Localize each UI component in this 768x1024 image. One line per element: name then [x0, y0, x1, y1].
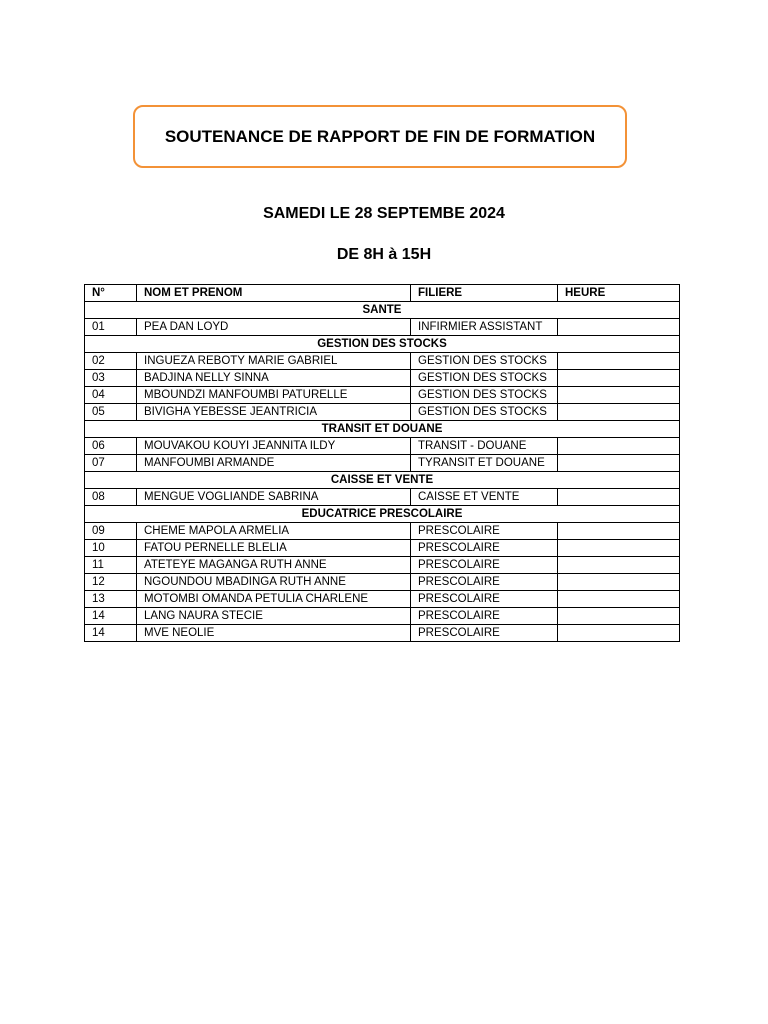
cell-heure [558, 438, 680, 455]
cell-filiere: GESTION DES STOCKS [411, 353, 558, 370]
table-row [85, 404, 680, 421]
cell-heure [558, 319, 680, 336]
cell-heure [558, 574, 680, 591]
cell-heure [558, 455, 680, 472]
cell-num: 13 [85, 591, 137, 608]
document-title: SOUTENANCE DE RAPPORT DE FIN DE FORMATION [164, 126, 596, 146]
table-row [85, 523, 680, 540]
section-row [85, 421, 680, 438]
cell-num: 08 [85, 489, 137, 506]
section-row [85, 472, 680, 489]
table-header-row [85, 285, 680, 302]
cell-heure [558, 591, 680, 608]
cell-heure [558, 608, 680, 625]
section-row [85, 302, 680, 319]
section-title: SANTE [85, 302, 680, 319]
table-row [85, 540, 680, 557]
cell-filiere: PRESCOLAIRE [411, 540, 558, 557]
cell-name: MENGUE VOGLIANDE SABRINA [137, 489, 411, 506]
cell-num: 05 [85, 404, 137, 421]
cell-name: CHEME MAPOLA ARMELIA [137, 523, 411, 540]
table-row [85, 319, 680, 336]
table-row [85, 353, 680, 370]
cell-filiere: PRESCOLAIRE [411, 625, 558, 642]
table-row [85, 370, 680, 387]
cell-name: ATETEYE MAGANGA RUTH ANNE [137, 557, 411, 574]
cell-filiere: TYRANSIT ET DOUANE [411, 455, 558, 472]
title-box [133, 105, 627, 168]
cell-heure [558, 557, 680, 574]
cell-name: PEA DAN LOYD [137, 319, 411, 336]
cell-filiere: PRESCOLAIRE [411, 591, 558, 608]
table-row [85, 489, 680, 506]
cell-filiere: TRANSIT - DOUANE [411, 438, 558, 455]
section-title: CAISSE ET VENTE [85, 472, 680, 489]
cell-heure [558, 404, 680, 421]
cell-filiere: INFIRMIER ASSISTANT [411, 319, 558, 336]
session-hours: DE 8H à 15H [336, 246, 432, 263]
table-row [85, 387, 680, 404]
section-title: GESTION DES STOCKS [85, 336, 680, 353]
cell-heure [558, 370, 680, 387]
section-row [85, 336, 680, 353]
header-heure: HEURE [558, 285, 680, 302]
cell-filiere: PRESCOLAIRE [411, 574, 558, 591]
cell-num: 14 [85, 608, 137, 625]
cell-heure [558, 523, 680, 540]
table-row [85, 438, 680, 455]
cell-filiere: PRESCOLAIRE [411, 523, 558, 540]
roster-body [85, 302, 680, 642]
section-title: EDUCATRICE PRESCOLAIRE [85, 506, 680, 523]
cell-filiere: GESTION DES STOCKS [411, 404, 558, 421]
table-row [85, 608, 680, 625]
table-row [85, 455, 680, 472]
cell-name: BIVIGHA YEBESSE JEANTRICIA [137, 404, 411, 421]
session-date: SAMEDI LE 28 SEPTEMBE 2024 [263, 205, 505, 222]
cell-num: 09 [85, 523, 137, 540]
cell-heure [558, 540, 680, 557]
cell-name: MANFOUMBI ARMANDE [137, 455, 411, 472]
cell-num: 12 [85, 574, 137, 591]
cell-heure [558, 489, 680, 506]
cell-num: 04 [85, 387, 137, 404]
cell-filiere: PRESCOLAIRE [411, 557, 558, 574]
cell-heure [558, 353, 680, 370]
cell-name: LANG NAURA STECIE [137, 608, 411, 625]
table-row [85, 591, 680, 608]
cell-name: MVE NEOLIE [137, 625, 411, 642]
cell-name: FATOU PERNELLE BLELIA [137, 540, 411, 557]
cell-name: INGUEZA REBOTY MARIE GABRIEL [137, 353, 411, 370]
section-title: TRANSIT ET DOUANE [85, 421, 680, 438]
cell-num: 06 [85, 438, 137, 455]
table-row [85, 625, 680, 642]
cell-filiere: GESTION DES STOCKS [411, 370, 558, 387]
cell-heure [558, 625, 680, 642]
cell-name: BADJINA NELLY SINNA [137, 370, 411, 387]
section-row [85, 506, 680, 523]
header-name: NOM ET PRENOM [137, 285, 411, 302]
cell-num: 14 [85, 625, 137, 642]
cell-heure [558, 387, 680, 404]
table-row [85, 574, 680, 591]
table-row [85, 557, 680, 574]
cell-num: 10 [85, 540, 137, 557]
roster-table [84, 284, 680, 642]
cell-name: MOUVAKOU KOUYI JEANNITA ILDY [137, 438, 411, 455]
cell-name: MBOUNDZI MANFOUMBI PATURELLE [137, 387, 411, 404]
cell-num: 11 [85, 557, 137, 574]
header-filiere: FILIERE [411, 285, 558, 302]
cell-name: MOTOMBI OMANDA PETULIA CHARLENE [137, 591, 411, 608]
cell-filiere: PRESCOLAIRE [411, 608, 558, 625]
cell-num: 01 [85, 319, 137, 336]
cell-name: NGOUNDOU MBADINGA RUTH ANNE [137, 574, 411, 591]
cell-num: 02 [85, 353, 137, 370]
cell-num: 03 [85, 370, 137, 387]
cell-filiere: CAISSE ET VENTE [411, 489, 558, 506]
cell-num: 07 [85, 455, 137, 472]
header-num: N° [85, 285, 137, 302]
cell-filiere: GESTION DES STOCKS [411, 387, 558, 404]
